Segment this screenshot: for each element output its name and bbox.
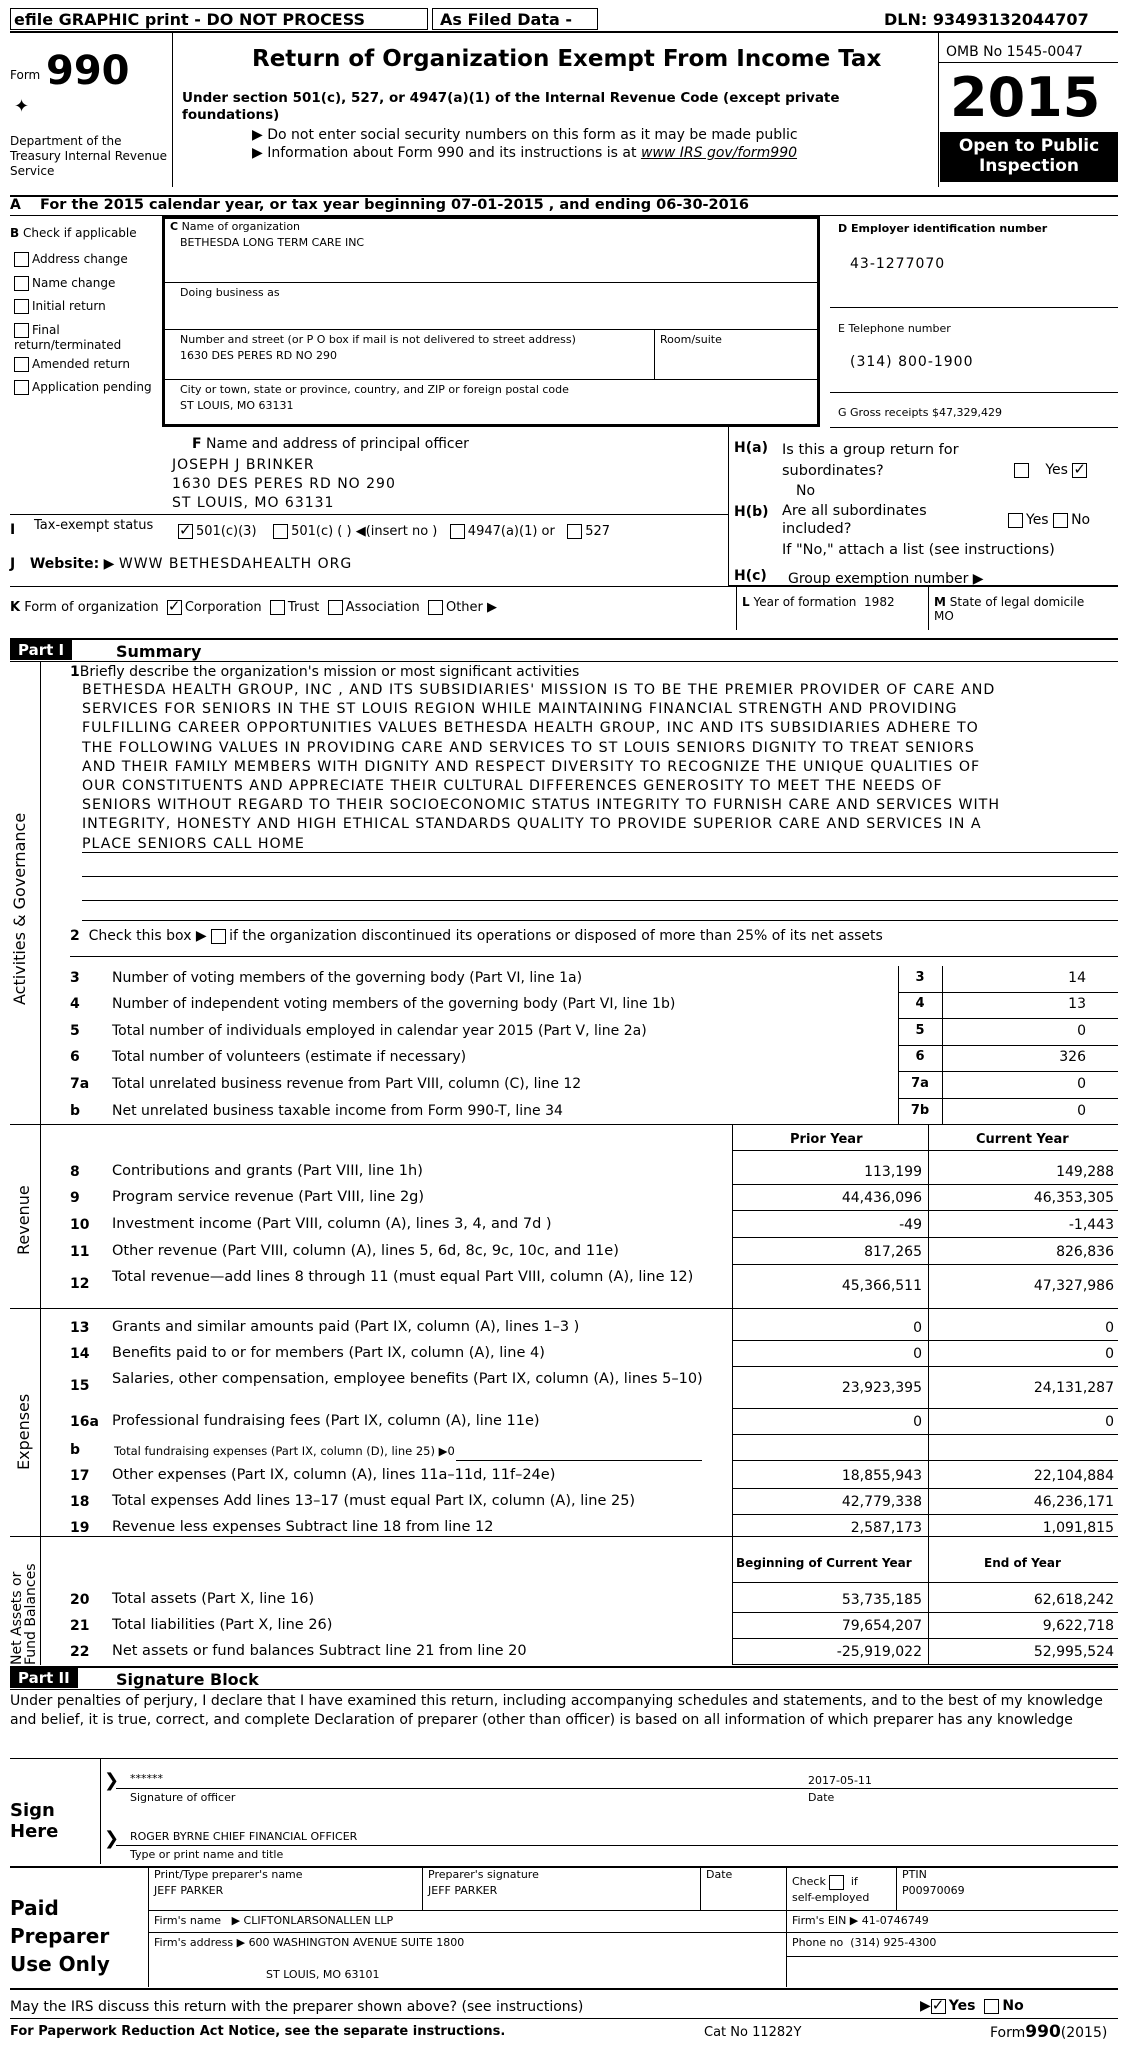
signature-date: 2017-05-11 xyxy=(808,1774,872,1787)
hb-yes-label: Yes xyxy=(1026,512,1049,528)
row-divider xyxy=(732,1488,1118,1489)
prior-year-value: -49 xyxy=(899,1217,922,1233)
mission-line: BETHESDA HEALTH GROUP, INC , AND ITS SUBSIDIARIES' MISSION IS TO BE THE PREMIER PROVIDER OF CARE AND xyxy=(82,682,996,698)
fin-line-label: Program service revenue (Part VIII, line 2g) xyxy=(112,1189,425,1205)
line2-label: Check this box xyxy=(88,928,192,944)
form-of-org-label: Form of organization xyxy=(24,600,159,615)
principal-officer-label-text: Name and address of principal officer xyxy=(206,436,469,452)
ha-label: H(a) xyxy=(734,440,768,456)
legal-domicile-value: MO xyxy=(934,609,954,623)
gov-line-value: 0 xyxy=(1077,1103,1086,1119)
footer-form-number: 990 xyxy=(1025,2022,1061,2042)
mission-line: AND THEIR FAMILY MEMBERS WITH DIGNITY AND RESPECT DIVERSITY TO RECOGNIZE THE UNIQUE QUALITIES OF xyxy=(82,758,981,775)
prior-year-value: -25,919,022 xyxy=(836,1644,922,1660)
open-public-inspection: Open to Public Inspection xyxy=(940,132,1118,182)
fin-line-label: Total assets (Part X, line 16) xyxy=(112,1591,315,1607)
tax-year-line: For the 2015 calendar year, or tax year beginning 07-01-2015 , and ending 06-30-2016 xyxy=(40,197,749,213)
501c3-checkbox[interactable] xyxy=(178,524,193,539)
ha-yes-checkbox[interactable] xyxy=(1014,462,1090,478)
mission-line: SERVICES FOR SENIORS IN THE ST LOUIS REGION WHILE MAINTAINING FINANCIAL STRENGTH AND PROVIDING xyxy=(82,701,958,718)
info-note-text: Information about Form 990 and its instructions is at xyxy=(267,145,637,161)
group-exemption-label: Group exemption number xyxy=(788,571,969,587)
hb-yes-no[interactable] xyxy=(1008,512,1090,528)
firm-ein-label: Firm's EIN xyxy=(792,1914,847,1927)
side-label-expenses: Expenses xyxy=(14,1393,33,1470)
row-divider xyxy=(732,1340,1118,1341)
fin-line-number: 15 xyxy=(70,1378,90,1394)
firm-ein: 41-0746749 xyxy=(861,1914,929,1927)
section-b-text: Check if applicable xyxy=(22,226,137,240)
current-year-value: 46,236,171 xyxy=(1033,1494,1114,1510)
line16b-label-text: Total fundraising expenses (Part IX, column (D), line 25) xyxy=(114,1444,435,1458)
ha-no-label: No xyxy=(796,483,816,499)
checkbox[interactable] xyxy=(1014,463,1029,478)
perjury-statement: Under penalties of perjury, I declare that I have examined this return, including accompanying schedules and statements, and to the best of my knowledge and belief, it is true, correct, and complete Declaration of preparer (other than officer) is based on all information of which preparer has any knowledge xyxy=(10,1693,1103,1728)
section-b-title: B Check if applicable xyxy=(10,226,137,240)
current-year-value: 1,091,815 xyxy=(1042,1520,1114,1536)
prior-year-value: 817,265 xyxy=(864,1244,922,1260)
efile-label: efile GRAPHIC print - DO NOT PROCESS xyxy=(14,10,366,29)
form-number: 990 xyxy=(46,48,130,94)
tax-exempt-label: Tax-exempt status xyxy=(34,518,154,533)
gov-line-label: Total unrelated business revenue from Part VIII, column (C), line 12 xyxy=(112,1076,582,1092)
prior-year-value: 53,735,185 xyxy=(841,1592,922,1608)
preparer-signature-label: Preparer's signature xyxy=(428,1868,539,1881)
legal-domicile-label: State of legal domicile xyxy=(949,595,1085,609)
footer-form-year: (2015) xyxy=(1060,2025,1108,2041)
gov-line-number: 4 xyxy=(70,996,80,1012)
preparer-name: JEFF PARKER xyxy=(154,1884,224,1897)
current-year-value: 149,288 xyxy=(1056,1164,1114,1180)
gov-line-box: 5 xyxy=(915,1023,925,1038)
ssn-note: ▶ Do not enter social security numbers on this form as it may be made public xyxy=(252,127,798,143)
firm-address-row: Firm's address ▶ 600 WASHINGTON AVENUE SUITE 1800 xyxy=(154,1936,465,1949)
mission-line: SENIORS WITHOUT REGARD TO THEIR SOCIOECONOMIC STATUS INTEGRITY TO FURNISH CARE AND SERVICES WITH xyxy=(82,797,1001,814)
fin-line-number: 11 xyxy=(70,1244,90,1260)
gov-line-number: b xyxy=(70,1103,81,1119)
group-exemption: Group exemption number ▶ xyxy=(788,571,984,587)
fin-line-number: 10 xyxy=(70,1217,90,1233)
discuss-yes-checkbox[interactable] xyxy=(931,1999,946,2014)
org-name: BETHESDA LONG TERM CARE INC xyxy=(180,236,365,249)
current-year-value: 22,104,884 xyxy=(1033,1468,1114,1484)
row-divider xyxy=(898,1071,1118,1072)
firm-address-2: ST LOUIS, MO 63101 xyxy=(266,1968,380,1981)
opt-other: Other xyxy=(445,600,483,615)
initial-return-label: Initial return xyxy=(32,299,106,313)
opt-501c3: 501(c)(3) xyxy=(196,524,257,539)
fin-line-label: Net assets or fund balances Subtract line 21 from line 20 xyxy=(112,1643,527,1659)
row-divider xyxy=(732,1264,1118,1265)
address-change-checkbox[interactable] xyxy=(14,248,159,272)
officer-name-title: ROGER BYRNE CHIEF FINANCIAL OFFICER xyxy=(130,1830,358,1843)
fin-line-label: Benefits paid to or for members (Part IX, column (A), line 4) xyxy=(112,1345,545,1361)
corporation-checkbox[interactable] xyxy=(167,600,182,615)
row-divider xyxy=(732,1612,1118,1613)
trust-checkbox[interactable] xyxy=(270,600,285,615)
opt-insert-no: (insert no ) xyxy=(365,524,438,539)
checkbox[interactable] xyxy=(14,299,29,314)
col-end-year: End of Year xyxy=(984,1556,1061,1570)
fin-line-label: Other revenue (Part VIII, column (A), lines 5, 6d, 8c, 9c, 10c, and 11e) xyxy=(112,1243,619,1259)
checkbox[interactable] xyxy=(1008,513,1023,528)
org-name-label-text: Name of organization xyxy=(181,220,301,233)
ha-yes-label: Yes xyxy=(1045,462,1068,478)
year-formation-label: Year of formation xyxy=(753,595,857,609)
mission-line: PLACE SENIORS CALL HOME xyxy=(82,835,305,852)
name-change-checkbox[interactable] xyxy=(14,272,159,296)
opt-501c: 501(c) ( ) xyxy=(291,524,352,539)
website-label: Website: xyxy=(29,556,100,572)
prior-year-value: 23,923,395 xyxy=(841,1380,922,1396)
checkbox-checked[interactable] xyxy=(1072,463,1087,478)
gross-receipts-label: Gross receipts $ xyxy=(850,406,939,419)
gov-line-label: Number of independent voting members of the governing body (Part VI, line 1b) xyxy=(112,996,676,1012)
discuss-question: May the IRS discuss this return with the preparer shown above? (see instructions) xyxy=(10,1999,584,2015)
current-year-value: 9,622,718 xyxy=(1042,1618,1114,1634)
other-checkbox[interactable] xyxy=(428,600,443,615)
row-divider xyxy=(732,1514,1118,1515)
current-year-value: 47,327,986 xyxy=(1033,1278,1114,1294)
ein-label: D Employer identification number xyxy=(838,222,1048,235)
mission-line: THE FOLLOWING VALUES IN PROVIDING CARE AND SERVICES TO ST LOUIS SENIORS DIGNITY TO TREAT SENIORS xyxy=(82,739,975,756)
row-divider xyxy=(732,1366,1118,1367)
prior-year-value: 2,587,173 xyxy=(850,1520,922,1536)
section-a-letter: A xyxy=(10,197,21,213)
row-divider xyxy=(898,992,1118,993)
prior-year-value: 18,855,943 xyxy=(841,1468,922,1484)
legal-domicile: M State of legal domicile MO xyxy=(934,595,1085,623)
footer-form-id xyxy=(990,2022,1107,2042)
discuss-no-label: No xyxy=(1002,1998,1024,2014)
info-note: ▶ Information about Form 990 and its instructions is at www IRS gov/form990 xyxy=(252,145,798,161)
gov-line-value: 0 xyxy=(1077,1023,1086,1039)
form-title: Return of Organization Exempt From Income Tax xyxy=(252,46,882,72)
check-label: Check xyxy=(792,1875,826,1888)
side-label-net-assets: Net Assets or Fund Balances xyxy=(9,1563,39,1665)
discuss-answer[interactable]: ▶✓ Yes No xyxy=(920,1998,1024,2014)
fin-line-label: Grants and similar amounts paid (Part IX, column (A), lines 1–3 ) xyxy=(112,1319,580,1335)
gov-line-number: 3 xyxy=(70,970,80,986)
principal-officer-label: F Name and address of principal officer xyxy=(192,436,469,452)
line16b-num: b xyxy=(70,1442,81,1458)
line1-label: 1Briefly describe the organization's mission or most significant activities xyxy=(70,664,580,680)
ptin-value: P00970069 xyxy=(902,1884,965,1897)
prior-year-value: 45,366,511 xyxy=(841,1278,922,1294)
part2-tag: Part II xyxy=(10,1668,78,1688)
current-year-value: 0 xyxy=(1105,1414,1114,1430)
preparer-name-label: Print/Type preparer's name xyxy=(154,1868,303,1881)
firm-address-1: 600 WASHINGTON AVENUE SUITE 1800 xyxy=(248,1936,465,1949)
current-year-value: 46,353,305 xyxy=(1033,1190,1114,1206)
fin-line-number: 18 xyxy=(70,1494,90,1510)
mission-line: INTEGRITY, HONESTY AND HIGH ETHICAL STANDARDS QUALITY TO PROVIDE SUPERIOR CARE AND SERVICES IN A xyxy=(82,816,982,833)
section-b-list xyxy=(14,248,159,400)
current-year-value: 62,618,242 xyxy=(1033,1592,1114,1608)
gross-receipts: G Gross receipts $47,329,429 xyxy=(838,406,1002,419)
gross-receipts-value: 47,329,429 xyxy=(938,406,1002,419)
fin-line-label: Salaries, other compensation, employee benefits (Part IX, column (A), lines 5–10) xyxy=(112,1371,703,1387)
principal-officer-block xyxy=(172,456,396,513)
mission-statement xyxy=(82,681,1000,854)
fin-line-label: Other expenses (Part IX, column (A), lines 11a–11d, 11f–24e) xyxy=(112,1467,556,1483)
address-change-label: Address change xyxy=(32,252,128,266)
4947-checkbox[interactable] xyxy=(450,524,465,539)
gov-line-number: 5 xyxy=(70,1023,80,1039)
527-checkbox[interactable] xyxy=(567,524,582,539)
prior-year-value: 0 xyxy=(913,1346,922,1362)
application-pending-checkbox[interactable] xyxy=(14,376,159,400)
fin-line-number: 20 xyxy=(70,1592,90,1608)
gov-line-label: Net unrelated business taxable income from Form 990-T, line 34 xyxy=(112,1103,563,1119)
principal-officer-name: JOSEPH J BRINKER xyxy=(172,457,315,473)
prior-year-value: 113,199 xyxy=(864,1164,922,1180)
hc-label: H(c) xyxy=(734,568,767,584)
sign-here-label: Sign Here xyxy=(10,1800,59,1842)
row-divider xyxy=(898,1018,1118,1019)
ein-value: 43-1277070 xyxy=(850,256,946,272)
amended-return-label: Amended return xyxy=(32,356,131,371)
city-state-zip: ST LOUIS, MO 63131 xyxy=(180,399,294,412)
irs-eagle-icon: ✦ xyxy=(14,96,30,117)
sign-arrow-icon-2: ❯ xyxy=(104,1828,120,1849)
principal-officer-addr2: ST LOUIS, MO 63131 xyxy=(172,495,335,511)
fin-line-number: 12 xyxy=(70,1276,90,1292)
dba-label: Doing business as xyxy=(180,286,280,299)
org-name-label: C Name of organization xyxy=(170,220,301,233)
year-formation: L Year of formation 1982 xyxy=(742,595,895,609)
line2: 2 Check this box ▶ if the organization discontinued its operations or disposed of more than 25% of its net assets xyxy=(70,928,883,944)
preparer-date-label: Date xyxy=(706,1868,733,1881)
side-label-revenue: Revenue xyxy=(14,1185,33,1255)
paperwork-notice: For Paperwork Reduction Act Notice, see the separate instructions. xyxy=(10,2024,506,2039)
dln-number: DLN: 93493132044707 xyxy=(884,10,1089,29)
gov-line-box: 6 xyxy=(915,1049,925,1064)
gov-line-box: 7b xyxy=(910,1103,930,1118)
if-label: if xyxy=(850,1875,858,1888)
tax-year: 2015 xyxy=(950,66,1101,129)
association-checkbox[interactable] xyxy=(328,600,343,615)
gov-line-label: Total number of individuals employed in calendar year 2015 (Part V, line 2a) xyxy=(112,1023,647,1039)
tax-exempt-options: ✓ 501(c)(3) 501(c) ( ) ◀(insert no ) 4947(a)(1) or 527 xyxy=(178,524,610,539)
gov-line-label: Total number of volunteers (estimate if necessary) xyxy=(112,1049,467,1065)
fin-line-number: 21 xyxy=(70,1618,90,1634)
firm-name: CLIFTONLARSONALLEN LLP xyxy=(243,1914,394,1927)
department-label: Department of the Treasury Internal Revenue Service xyxy=(10,134,168,178)
ssn-note-text: Do not enter social security numbers on this form as it may be made public xyxy=(267,127,798,143)
street-address: 1630 DES PERES RD NO 290 xyxy=(180,349,338,362)
opt-association: Association xyxy=(345,600,420,615)
hb-label: H(b) xyxy=(734,504,769,520)
fin-line-label: Professional fundraising fees (Part IX, column (A), line 11e) xyxy=(112,1413,540,1429)
checkbox[interactable] xyxy=(14,276,29,291)
current-year-value: 0 xyxy=(1105,1320,1114,1336)
firm-name-row: Firm's name ▶ CLIFTONLARSONALLEN LLP xyxy=(154,1914,394,1927)
initial-return-checkbox[interactable] xyxy=(14,295,159,319)
fin-line-label: Total expenses Add lines 13–17 (must equal Part IX, column (A), line 25) xyxy=(112,1493,636,1509)
gov-line-number: 6 xyxy=(70,1049,80,1065)
prior-year-value: 0 xyxy=(913,1320,922,1336)
preparer-signature: JEFF PARKER xyxy=(428,1884,498,1897)
fin-line-number: 14 xyxy=(70,1346,90,1362)
current-year-value: -1,443 xyxy=(1068,1217,1114,1233)
mission-line: OUR CONSTITUENTS AND APPRECIATE THEIR CULTURAL DIFFERENCES GENEROSITY TO MEET THE NEEDS OF xyxy=(82,778,943,795)
opt-527: 527 xyxy=(585,524,611,539)
officer-signature: ****** xyxy=(130,1772,163,1785)
phone-label-text: Telephone number xyxy=(848,322,951,335)
firm-phone: (314) 925-4300 xyxy=(850,1936,937,1949)
form-of-org: K Form of organization ✓ Corporation Trust Association Other ▶ xyxy=(10,600,497,615)
fin-line-number: 19 xyxy=(70,1520,90,1536)
signature-label: Signature of officer xyxy=(130,1791,236,1804)
gov-line-value: 14 xyxy=(1068,970,1086,986)
gov-line-label: Number of voting members of the governing body (Part VI, line 1a) xyxy=(112,970,583,986)
fin-line-number: 9 xyxy=(70,1190,80,1206)
row-divider xyxy=(732,1184,1118,1185)
line2-text: if the organization discontinued its operations or disposed of more than 25% of its net assets xyxy=(229,928,883,944)
fin-line-number: 22 xyxy=(70,1644,90,1660)
line1-label-text: Briefly describe the organization's mission or most significant activities xyxy=(79,664,580,680)
omb-number: OMB No 1545-0047 xyxy=(946,44,1083,60)
hb-note: If "No," attach a list (see instructions) xyxy=(782,542,1055,558)
fin-line-number: 17 xyxy=(70,1468,90,1484)
fin-line-label: Revenue less expenses Subtract line 18 from line 12 xyxy=(112,1519,494,1535)
checkbox[interactable] xyxy=(14,380,29,395)
row-divider xyxy=(898,1098,1118,1099)
col-beginning-year: Beginning of Current Year xyxy=(736,1556,912,1570)
gov-line-value: 0 xyxy=(1077,1076,1086,1092)
col-prior-year: Prior Year xyxy=(790,1132,863,1147)
prior-year-value: 42,779,338 xyxy=(841,1494,922,1510)
prior-year-value: 79,654,207 xyxy=(841,1618,922,1634)
part2-title: Signature Block xyxy=(116,1670,259,1689)
current-year-value: 52,995,524 xyxy=(1033,1644,1114,1660)
fin-line-label: Contributions and grants (Part VIII, line 1h) xyxy=(112,1163,423,1179)
discuss-yes-label: Yes xyxy=(948,1998,976,2014)
row-divider xyxy=(732,1408,1118,1409)
line16b-value: 0 xyxy=(447,1444,455,1458)
row-divider xyxy=(732,1638,1118,1639)
checkbox[interactable] xyxy=(1053,513,1068,528)
website-row: J Website: ▶ WWW BETHESDAHEALTH ORG xyxy=(10,556,353,572)
current-year-value: 0 xyxy=(1105,1346,1114,1362)
sign-arrow-icon: ❯ xyxy=(104,1770,120,1791)
amended-return-checkbox[interactable] xyxy=(14,353,159,377)
irs-link[interactable]: www IRS gov/form990 xyxy=(640,145,798,161)
name-change-label: Name change xyxy=(32,275,116,290)
discuss-no-checkbox[interactable] xyxy=(984,1999,999,2014)
form-label: Form xyxy=(10,68,41,82)
application-pending-label: Application pending xyxy=(32,380,152,394)
officer-name-label: Type or print name and title xyxy=(130,1848,284,1861)
fin-line-number: 13 xyxy=(70,1320,90,1336)
city-label: City or town, state or province, country, and ZIP or foreign postal code xyxy=(180,383,569,396)
gov-line-value: 13 xyxy=(1068,996,1086,1012)
line16b-label: Total fundraising expenses (Part IX, column (D), line 25) ▶0 xyxy=(114,1444,455,1458)
row-divider xyxy=(732,1237,1118,1238)
catalog-number: Cat No 11282Y xyxy=(704,2025,802,2040)
checkbox[interactable] xyxy=(14,323,29,338)
form-subtitle: Under section 501(c), 527, or 4947(a)(1) of the Internal Revenue Code (except private foundations) xyxy=(182,90,840,123)
final-return-label: Final return/terminated xyxy=(14,322,122,352)
firm-ein-row: Firm's EIN ▶ 41-0746749 xyxy=(792,1914,929,1927)
phone-label: E Telephone number xyxy=(838,322,951,335)
street-label: Number and street (or P O box if mail is not delivered to street address) xyxy=(180,333,576,346)
fin-line-number: 16a xyxy=(70,1414,99,1430)
firm-phone-row xyxy=(792,1936,936,1949)
year-formation-value: 1982 xyxy=(864,595,895,609)
firm-phone-label: Phone no xyxy=(792,1936,844,1949)
ha-question: Is this a group return for subordinates? xyxy=(782,442,959,479)
gov-line-box: 7a xyxy=(911,1076,929,1091)
ein-label-text: Employer identification number xyxy=(850,222,1048,235)
final-return-checkbox[interactable] xyxy=(14,323,159,353)
firm-name-label: Firm's name xyxy=(154,1914,222,1927)
part1-title: Summary xyxy=(116,642,202,661)
current-year-value: 24,131,287 xyxy=(1033,1380,1114,1396)
phone-value: (314) 800-1900 xyxy=(850,354,974,370)
paid-preparer-label: Paid Preparer Use Only xyxy=(10,1896,110,1976)
section-i-letter: I xyxy=(10,522,16,538)
current-year-value: 826,836 xyxy=(1056,1244,1114,1260)
gov-line-box: 4 xyxy=(915,996,925,1011)
prior-year-value: 44,436,096 xyxy=(841,1190,922,1206)
as-filed-label: As Filed Data - xyxy=(440,10,572,29)
room-suite-label: Room/suite xyxy=(660,333,722,346)
501c-checkbox[interactable] xyxy=(273,524,288,539)
row-divider xyxy=(898,1045,1118,1046)
ptin-label: PTIN xyxy=(902,1868,927,1881)
hb-question: Are all subordinates included? xyxy=(782,503,927,537)
hb-no-label: No xyxy=(1071,512,1091,528)
fin-line-label: Total liabilities (Part X, line 26) xyxy=(112,1617,333,1633)
checkbox[interactable] xyxy=(14,252,29,267)
side-label-governance: Activities & Governance xyxy=(10,812,29,1005)
row-divider xyxy=(732,1434,1118,1435)
self-employed-checkbox[interactable] xyxy=(829,1875,844,1890)
checkbox[interactable] xyxy=(14,357,29,372)
firm-address-label: Firm's address xyxy=(154,1936,234,1949)
date-label: Date xyxy=(808,1791,835,1804)
opt-corporation: Corporation xyxy=(184,600,262,615)
principal-officer-addr1: 1630 DES PERES RD NO 290 xyxy=(172,476,396,492)
col-current-year: Current Year xyxy=(976,1132,1069,1147)
website-value[interactable]: WWW BETHESDAHEALTH ORG xyxy=(118,556,353,572)
gov-line-box: 3 xyxy=(915,970,925,985)
opt-trust: Trust xyxy=(287,600,320,615)
gov-line-value: 326 xyxy=(1059,1049,1086,1065)
discontinued-checkbox[interactable] xyxy=(211,929,226,944)
fin-line-number: 8 xyxy=(70,1164,80,1180)
footer-form-label: Form xyxy=(990,2025,1026,2041)
prior-year-value: 0 xyxy=(913,1414,922,1430)
part1-tag: Part I xyxy=(10,640,72,660)
row-divider xyxy=(732,1664,1118,1665)
row-divider xyxy=(732,1210,1118,1211)
opt-4947: 4947(a)(1) or xyxy=(467,524,555,539)
fin-line-label: Investment income (Part VIII, column (A), lines 3, 4, and 7d ) xyxy=(112,1216,552,1232)
fin-line-label: Total revenue—add lines 8 through 11 (must equal Part VIII, column (A), line 12) xyxy=(112,1269,694,1285)
self-employed-label: self-employed xyxy=(792,1891,870,1904)
self-employed-check[interactable] xyxy=(792,1874,869,1906)
gov-line-number: 7a xyxy=(70,1076,90,1092)
mission-line: FULFILLING CAREER OPPORTUNITIES VALUES BETHESDA HEALTH GROUP, INC AND ITS SUBSIDIARIES ADHERE TO xyxy=(82,720,979,737)
